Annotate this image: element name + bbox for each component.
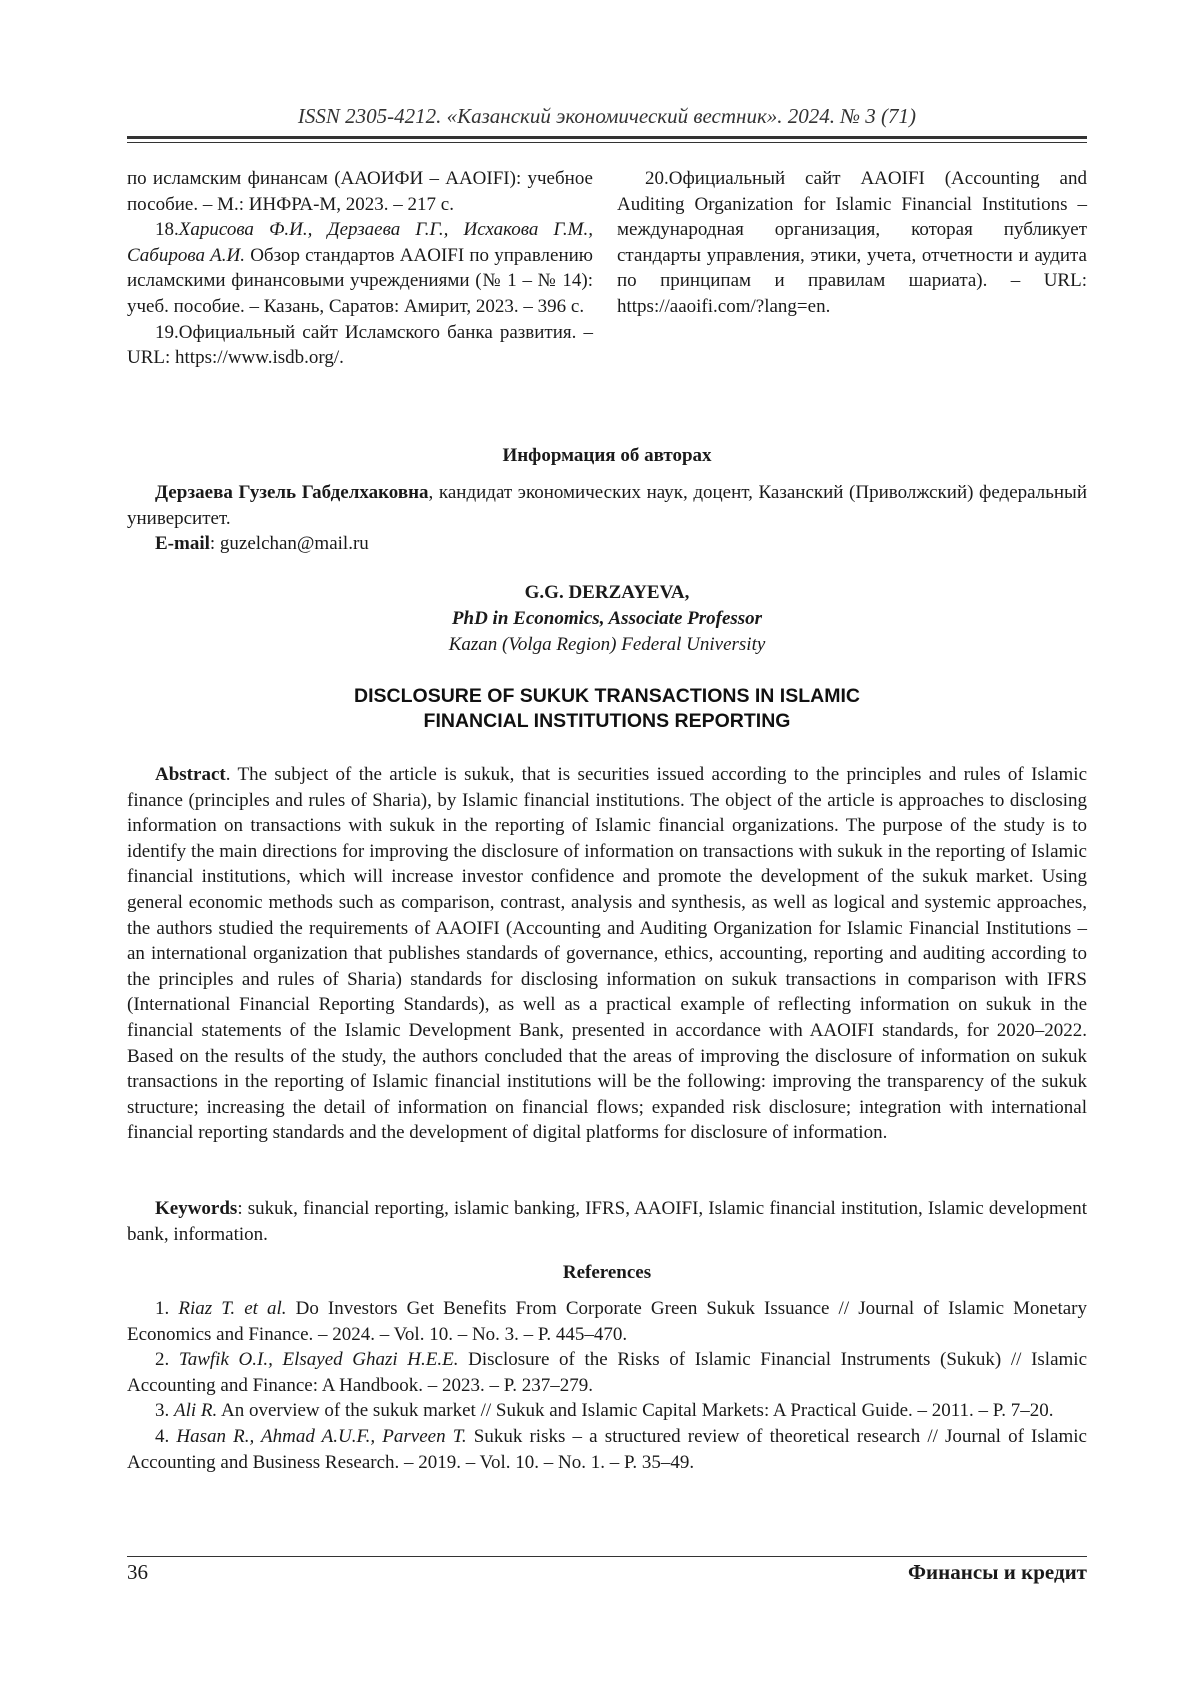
footer-rule — [127, 1556, 1087, 1557]
reference-text: An overview of the sukuk market // Sukuk and Islamic Capital Markets: A Practical Guide. – 2011. – P. 7–20. — [217, 1400, 1054, 1422]
reference-number: 1. — [155, 1298, 179, 1319]
page-number: 36 — [127, 1560, 148, 1584]
reference-text: Официальный сайт Исламского банка развития. – URL: https://www.isdb.org/. — [127, 321, 593, 369]
keywords-label: Keywords — [155, 1198, 238, 1219]
author-description — [127, 480, 1087, 531]
reference-text: Do Investors Get Benefits From Corporate Green Sukuk Issuance // Journal of Islamic Monetary Economics and Finance. – 2024. – Vol. 10. – No. 3. – P. 445–470. — [127, 1298, 1087, 1345]
reference-item — [127, 1398, 1087, 1424]
abstract-text: . The subject of the article is sukuk, that is securities issued according to the principles and rules of Islamic finance (principles and rules of Sharia), by Islamic financial institutions. The object of the article is approaches to disclosing information on transactions with sukuk in the reporting of Islamic financial organizations. The purpose of the study is to identify the main directions for improving the disclosure of information on transactions with sukuk in the reporting of Islamic financial institutions, which will increase investor confidence and promote the development of the sukuk market. Using general economic methods such as comparison, contrast, analysis and synthesis, as well as logical and systemic approaches, the authors studied the requirements of AAOIFI (Accounting and Auditing Organization for Islamic Financial Institutions – an international organization that publishes standards of governance, ethics, accounting, reporting and auditing according to the principles and rules of Sharia) standards for disclosing information on sukuk transactions in comparison with IFRS (International Financial Reporting Standards), as well as a practical example of reflecting information on sukuk in the financial statements of the Islamic Development Bank, presented in accordance with AAOIFI standards, for 2020–2022. Based on the results of the study, the authors concluded that the areas of improving the disclosure of information on sukuk transactions in the reporting of Islamic financial institutions will be the following: improving the transparency of the sukuk structure; increasing the detail of information on financial flows; expanded risk disclosure; integration with international financial reporting standards and the development of digital platforms for disclosure of information. — [127, 764, 1087, 1144]
email-value: : guzelchan@mail.ru — [209, 533, 369, 555]
reference-authors: Tawfik O.I., Elsayed Ghazi H.E.E. — [178, 1349, 459, 1371]
reference-number: 4. — [155, 1425, 177, 1447]
left-column — [127, 166, 593, 371]
header-rule-thin — [127, 142, 1087, 143]
reference-20 — [617, 166, 1087, 320]
abstract-paragraph — [127, 762, 1087, 1146]
author-email — [127, 531, 1087, 557]
author-info — [127, 480, 1087, 557]
article-title — [127, 684, 1087, 734]
reference-number: 18. — [155, 219, 179, 241]
reference-authors: Hasan R., Ahmad A.U.F., Parveen T. — [176, 1425, 467, 1447]
right-column — [617, 166, 1087, 320]
english-author-university: Kazan (Volga Region) Federal University — [448, 634, 766, 655]
page — [127, 0, 1087, 1698]
author-details: , кандидат экономических наук, доцент, Казанский (Приволжский) федеральный университет. — [127, 482, 1087, 529]
reference-text: Disclosure of the Risks of Islamic Financial Instruments (Sukuk) // Islamic Accounting and Finance: A Handbook. – 2023. – P. 237–279. — [127, 1349, 1087, 1396]
reference-item — [127, 1424, 1087, 1475]
reference-item — [127, 1347, 1087, 1398]
english-author-name: G.G. DERZAYEVA, — [524, 582, 690, 603]
reference-authors: Ali R. — [174, 1400, 218, 1422]
reference-number: 3. — [155, 1400, 174, 1422]
keywords-paragraph — [127, 1196, 1087, 1247]
english-author-position: PhD in Economics, Associate Professor — [451, 608, 763, 629]
reference-number: 20. — [645, 168, 669, 189]
reference-text: Sukuk risks – a structured review of theoretical research // Journal of Islamic Accounting and Business Research. – 2019. – Vol. 10. – No. 1. – P. 35–49. — [127, 1425, 1087, 1473]
reference-18 — [127, 217, 593, 319]
reference-number: 19. — [155, 321, 179, 343]
journal-name: Финансы и кредит — [907, 1560, 1087, 1584]
references-list — [127, 1296, 1087, 1475]
abstract-label: Abstract — [155, 764, 226, 785]
references-heading: References — [562, 1262, 652, 1283]
email-label: E-mail — [155, 533, 210, 555]
keywords — [127, 1196, 1087, 1247]
keywords-text: : sukuk, financial reporting, islamic banking, IFRS, AAOIFI, Islamic financial institution, Islamic development bank, information. — [127, 1198, 1087, 1245]
reference-text: Официальный сайт AAOIFI (Accounting and Auditing Organization for Islamic Financial Institutions – международная организация, которая публикует стандарты управления, этики, учета, отчетности и аудита по принципам и правилам шариата). – URL: https://aaoifi.com/?lang=en. — [617, 168, 1087, 317]
reference-columns — [127, 166, 1087, 406]
running-header: ISSN 2305-4212. «Казанский экономический вестник». 2024. № 3 (71) — [297, 104, 917, 128]
reference-17-continuation: по исламским финансам (ААОИФИ – AAOIFI): учебное пособие. – М.: ИНФРА-М, 2023. – 217 с. — [127, 168, 593, 215]
authors-info-heading: Информация об авторах — [502, 445, 712, 466]
reference-text: Обзор стандартов AAOIFI по управлению исламскими финансовыми учреждениями (№ 1 – № 14): учеб. пособие. – Казань, Саратов: Амирит, 2023. – 396 с. — [127, 244, 593, 317]
article-title-line2: FINANCIAL INSTITUTIONS REPORTING — [423, 710, 791, 732]
reference-19 — [127, 320, 593, 371]
reference-authors: Riaz T. et al. — [178, 1298, 287, 1319]
reference-item — [127, 1296, 1087, 1347]
author-name: Дерзаева Гузель Габделхаковна — [155, 482, 429, 503]
abstract — [127, 762, 1087, 1146]
reference-number: 2. — [155, 1349, 179, 1371]
reference-authors: Харисова Ф.И., Дерзаева Г.Г., Исхакова Г.М., Сабирова А.И. — [127, 219, 593, 266]
header-rule-thick — [127, 136, 1087, 139]
article-title-line1: DISCLOSURE OF SUKUK TRANSACTIONS IN ISLAMIC — [354, 685, 860, 707]
